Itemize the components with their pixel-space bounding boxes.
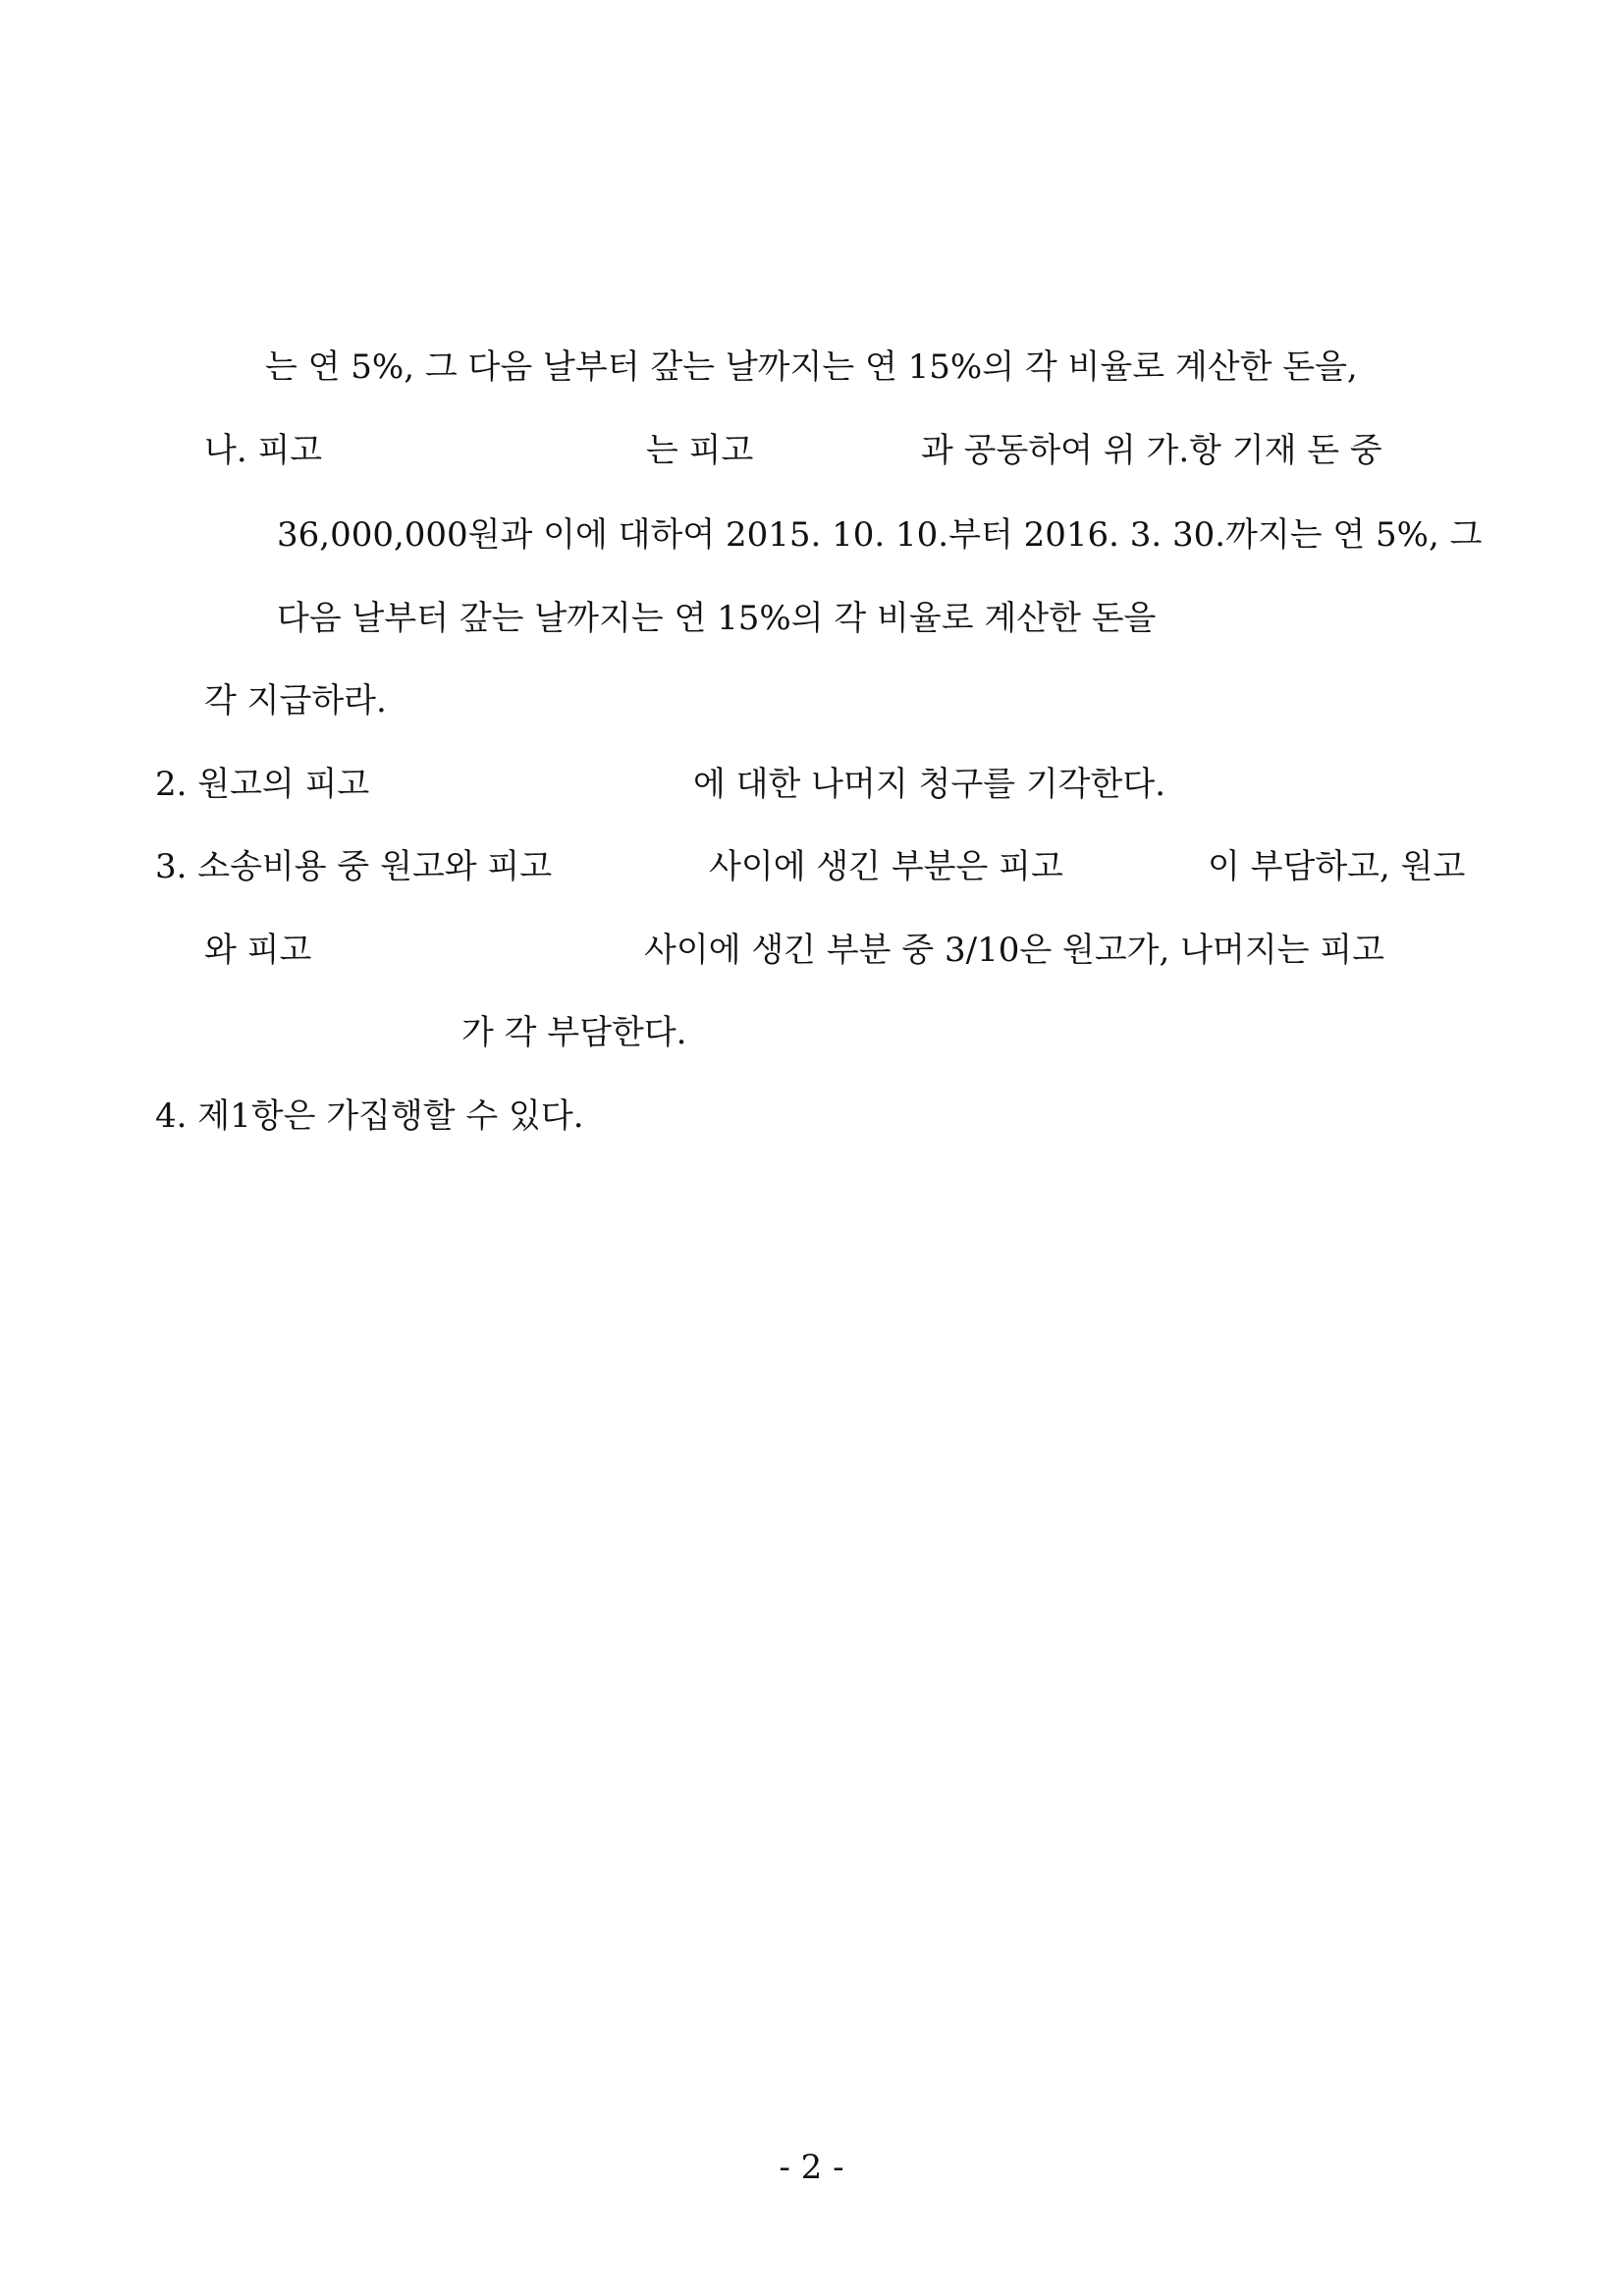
text-segment: 에 대한 나머지 청구를 기각한다.: [693, 765, 1166, 804]
text-segment: 는 피고: [646, 431, 754, 470]
list-item-4: [155, 1095, 584, 1138]
text-segment: 3. 소송비용 중 원고와 피고: [155, 847, 553, 886]
text-segment: 나. 피고: [204, 431, 323, 470]
text-line: [277, 513, 1483, 557]
text-line: [0, 929, 1623, 972]
text-segment: 와 피고: [204, 931, 312, 970]
list-item-na: [0, 429, 1623, 472]
text-segment: 36,000,000원과 이에 대하여 2015. 10. 10.부터 2016. 3. 30.까지는 연 5%, 그: [277, 515, 1483, 555]
page-number: - 2 -: [779, 2148, 844, 2187]
text-segment: 사이에 생긴 부분은 피고: [709, 847, 1063, 886]
text-segment: 각 지급하라.: [204, 681, 387, 721]
text-segment: 가 각 부담한다.: [461, 1013, 687, 1052]
text-segment: 는 연 5%, 그 다음 날부터 갚는 날까지는 연 15%의 각 비율로 계산한 돈을,: [265, 347, 1358, 387]
text-segment: 다음 날부터 갚는 날까지는 연 15%의 각 비율로 계산한 돈을: [277, 599, 1157, 638]
list-item-2: [0, 763, 1623, 806]
list-item-3: [0, 845, 1623, 888]
text-line: [461, 1011, 687, 1054]
text-line: [204, 679, 387, 722]
text-line: [277, 597, 1157, 640]
text-segment: 사이에 생긴 부분 중 3/10은 원고가, 나머지는 피고: [644, 931, 1385, 970]
text-line: [265, 346, 1358, 389]
text-segment: 과 공동하여 위 가.항 기재 돈 중: [921, 431, 1382, 470]
text-segment: 2. 원고의 피고: [155, 765, 370, 804]
text-segment: 4. 제1항은 가집행할 수 있다.: [155, 1096, 584, 1136]
text-segment: 이 부담하고, 원고: [1208, 847, 1466, 886]
